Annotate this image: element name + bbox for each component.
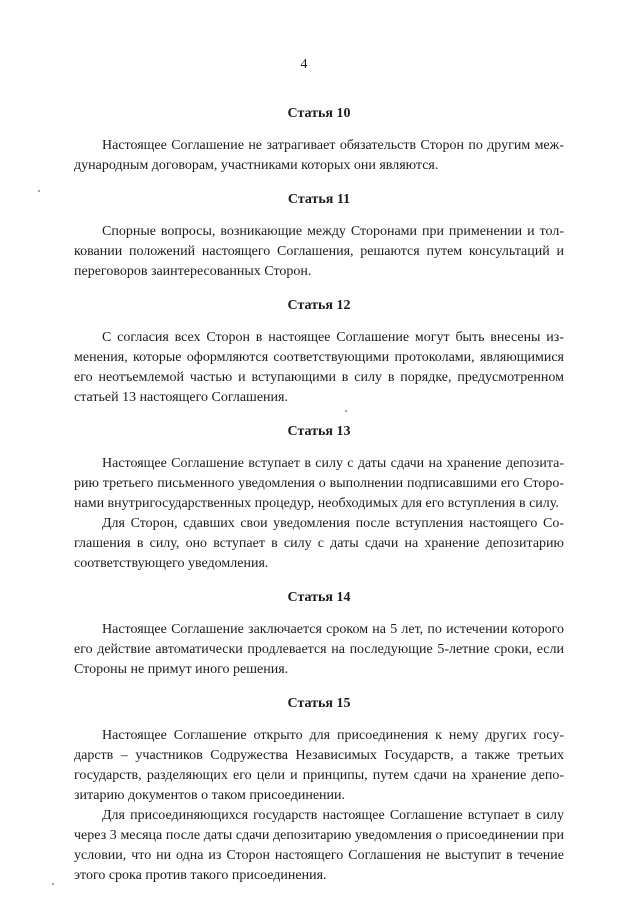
scan-speck: [52, 883, 54, 885]
article-heading: Статья 12: [287, 298, 351, 313]
article-heading: Статья 11: [287, 192, 351, 207]
article-heading: Статья 10: [287, 106, 351, 121]
document-body: [74, 104, 564, 900]
article-paragraph: С согласия всех Сторон в настоящее Соглашение могут быть внесены изменения, которые оформляются соответствующими протоколами, являющимися его неотъемлемой частью и вступающими в силу в порядке, предусмотренном статьей 13 настоящего Соглашения.: [74, 330, 564, 405]
scan-speck: [345, 410, 347, 412]
article-12: [74, 296, 564, 408]
article-13: [74, 422, 564, 574]
article-10: [74, 104, 564, 176]
article-paragraph: Настоящее Соглашение открыто для присоединения к нему других государств – участников Содружества Независимых Государств, а также третьих государств, разделяющих его цели и принципы, путем сдачи на хранение депозитарию документов о таком присоединении.: [74, 728, 564, 803]
article-paragraph: Для Сторон, сдавших свои уведомления после вступления настоящего Соглашения в силу, оно вступает в силу с даты сдачи на хранение депозитарию соответствующего уведомления.: [74, 516, 564, 571]
scan-speck: [38, 190, 40, 192]
article-paragraph: Настоящее Соглашение вступает в силу с даты сдачи на хранение депозитарию третьего письменного уведомления о выполнении подписавшими его Сторонами внутригосударственных процедур, необходимых для его вступления в силу.: [74, 456, 564, 511]
page-number: 4: [300, 57, 308, 72]
article-14: [74, 588, 564, 680]
article-paragraph: Для присоединяющихся государств настоящее Соглашение вступает в силу через 3 месяца после даты сдачи депозитарию уведомления о присоединении при условии, что ни одна из Сторон настоящего Соглашения не выступит в течение этого срока против такого присоединения.: [74, 808, 564, 883]
article-heading: Статья 13: [287, 424, 351, 439]
article-paragraph: Настоящее Соглашение не затрагивает обязательств Сторон по другим международным договорам, участниками которых они являются.: [74, 138, 564, 173]
article-11: [74, 190, 564, 282]
article-heading: Статья 14: [287, 590, 351, 605]
article-15: [74, 694, 564, 886]
article-heading: Статья 15: [287, 696, 351, 711]
article-paragraph: Спорные вопросы, возникающие между Сторонами при применении и толковании положений настоящего Соглашения, решаются путем консультаций и переговоров заинтересованных Сторон.: [74, 224, 564, 279]
article-paragraph: Настоящее Соглашение заключается сроком на 5 лет, по истечении которого его действие автоматически продлевается на последующие 5-летние сроки, если Стороны не примут иного решения.: [74, 622, 564, 677]
